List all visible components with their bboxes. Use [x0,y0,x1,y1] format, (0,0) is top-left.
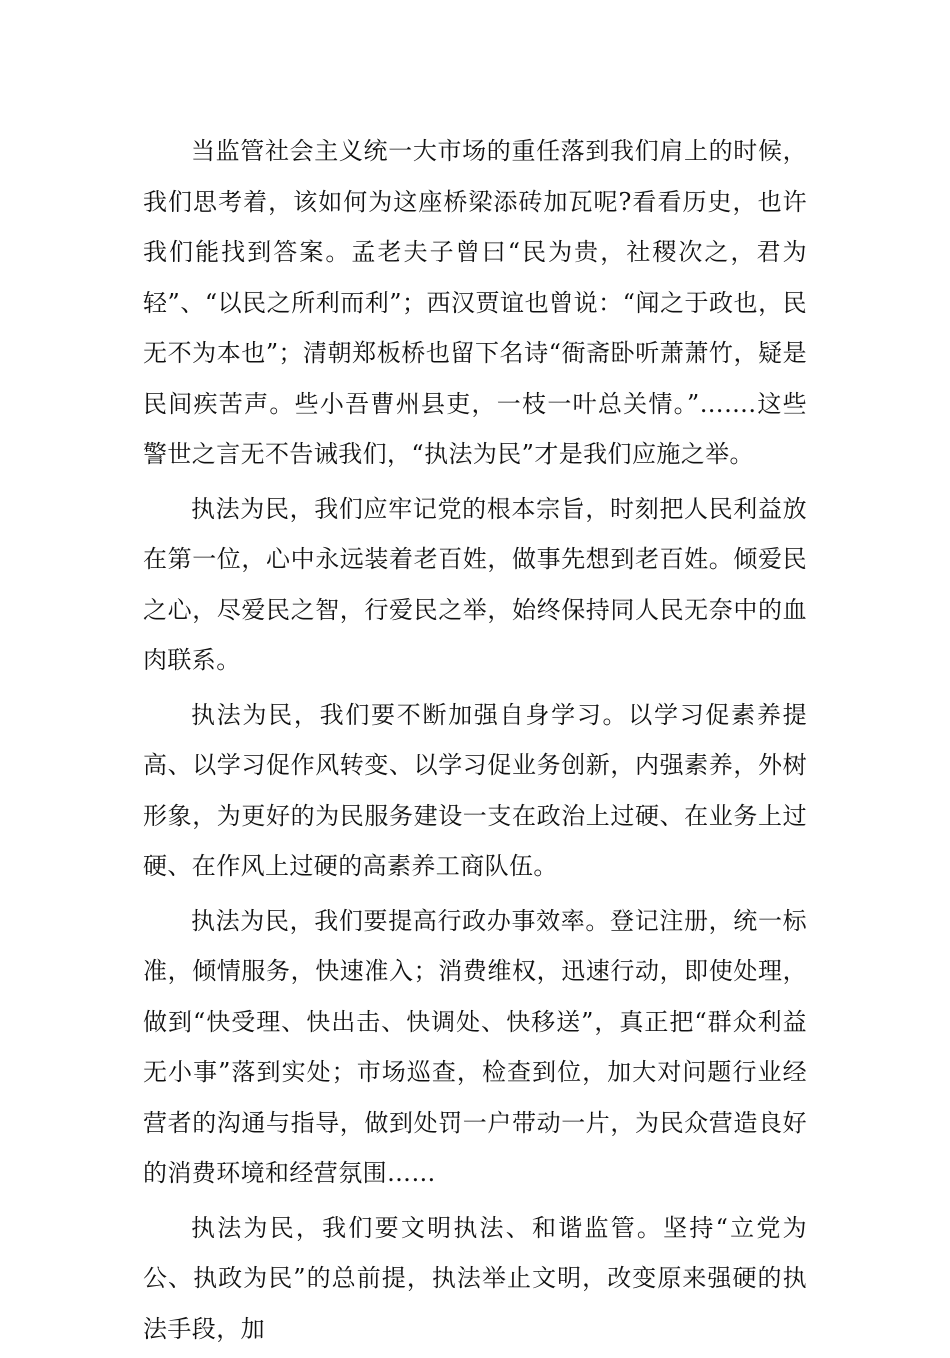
document-body [143,126,807,1358]
paragraph-3: 执法为民，我们要不断加强自身学习。以学习促素养提高、以学习促作风转变、以学习促业务创新，内强素养，外树形象，为更好的为民服务建设一支在政治上过硬、在业务上过硬、在作风上过硬的高素养工商队伍。 [143,700,807,880]
paragraph-4: 执法为民，我们要提高行政办事效率。登记注册，统一标准，倾情服务，快速准入；消费维权，迅速行动，即使处理，做到“快受理、快出击、快调处、快移送”，真正把“群众利益无小事”落到实处；市场巡查，检查到位，加大对问题行业经营者的沟通与指导，做到处罚一户带动一片，为民众营造良好的消费环境和经营氛围…… [143,906,807,1187]
paragraph-5: 执法为民，我们要文明执法、和谐监管。坚持“立党为公、执政为民”的总前提，执法举止文明，改变原来强硬的执法手段，加 [143,1213,807,1343]
paragraph-1: 当监管社会主义统一大市场的重任落到我们肩上的时候，我们思考着，该如何为这座桥梁添砖加瓦呢?看看历史，也许我们能找到答案。孟老夫子曾曰“民为贵，社稷次之，君为轻”、“以民之所利而利”；西汉贾谊也曾说：“闻之于政也，民无不为本也”；清朝郑板桥也留下名诗“衙斋卧听萧萧竹，疑是民间疾苦声。些小吾曹州县吏，一枝一叶总关情。”…….这些警世之言无不告诫我们，“执法为民”才是我们应施之举。 [143,137,807,468]
paragraph-2: 执法为民，我们应牢记党的根本宗旨，时刻把人民利益放在第一位，心中永远装着老百姓，做事先想到老百姓。倾爱民之心，尽爱民之智，行爱民之举，始终保持同人民无奈中的血肉联系。 [143,494,807,674]
